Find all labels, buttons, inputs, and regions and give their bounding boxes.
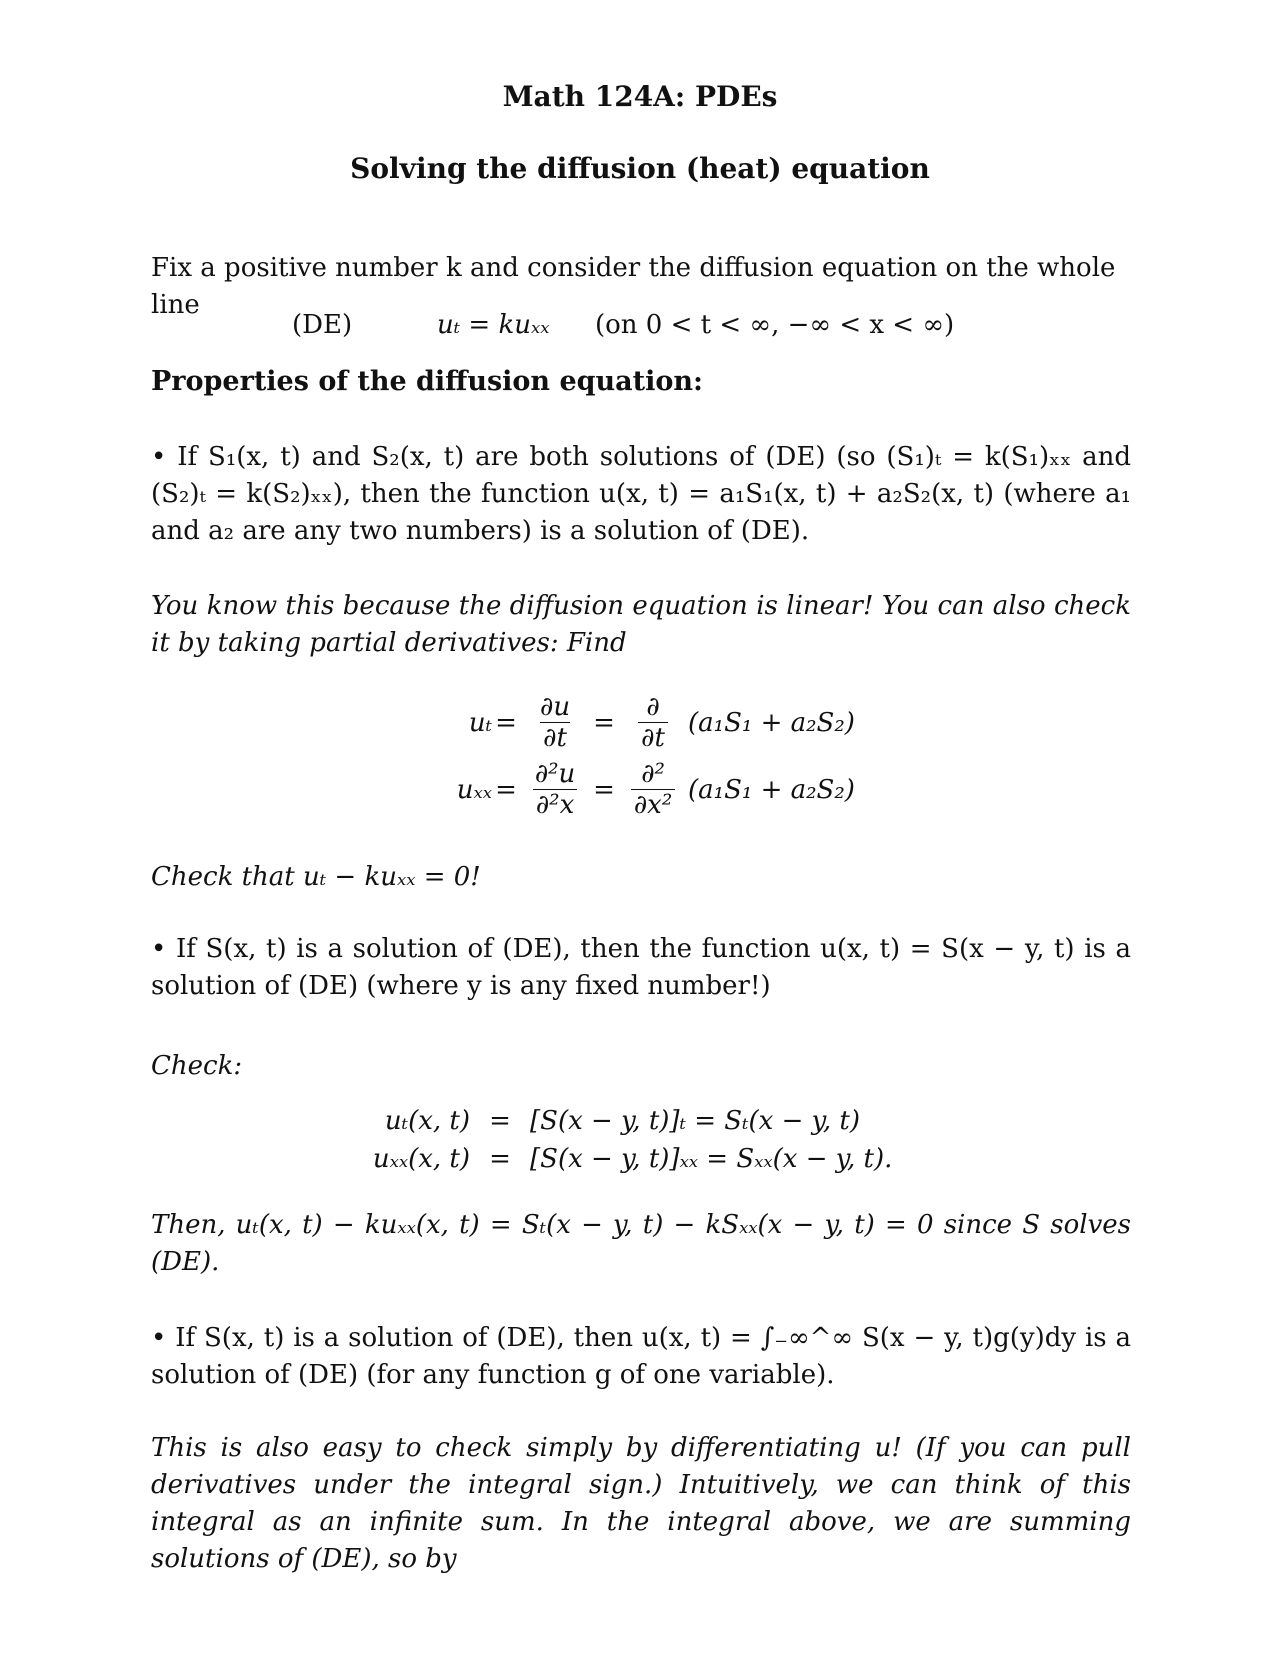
de-equation: uₜ = kuₓₓ (437, 310, 550, 340)
uxx-xt-lhs: uₓₓ(x, t) (372, 1144, 470, 1174)
fraction-denominator: ∂²x (533, 789, 578, 820)
ut-sum: (a₁S₁ + a₂S₂) (688, 707, 855, 738)
eq-sign: = (593, 707, 615, 738)
uxx-lhs: uₓₓ (456, 774, 492, 805)
properties-heading: Properties of the diffusion equation: (151, 366, 703, 397)
ut-xt-lhs: uₜ(x, t) (384, 1106, 470, 1136)
d2u-dx2-fraction (523, 759, 587, 820)
d-dt-operator (621, 692, 685, 753)
intro-paragraph: Fix a positive number k and consider the diffusion equation on the whole line (151, 253, 1116, 320)
fraction-denominator: ∂t (638, 722, 668, 753)
eq-sign: = (495, 774, 517, 805)
d2-dx2-operator (621, 759, 685, 820)
du-dt-fraction (523, 692, 587, 753)
note-linearity: You know this because the diffusion equation is linear! You can also check it by taking partial derivatives: Find (151, 591, 1131, 658)
check-linearity: Check that uₜ − kuₓₓ = 0! (151, 862, 481, 892)
shift-display (340, 1106, 892, 1174)
bullet-linearity: • If S₁(x, t) and S₂(x, t) are both solutions of (DE) (so (S₁)ₜ = k(S₁)ₓₓ and (S₂)ₜ = k(S₂)ₓₓ), then the function u(x, t) = a₁S₁(x, t) + a₂S₂(x, t) (where a₁ and a₂ are any two numbers) is a solution of (DE). (151, 442, 1131, 546)
eq-sign: = (489, 1106, 511, 1136)
fraction-numerator: ∂²u (534, 759, 576, 789)
uxx-sum: (a₁S₁ + a₂S₂) (688, 774, 855, 805)
bullet-translation: • If S(x, t) is a solution of (DE), then the function u(x, t) = S(x − y, t) is a solution of (DE) (where y is any fixed number!) (151, 934, 1131, 1001)
fraction-numerator: ∂u (539, 692, 571, 722)
eq-sign: = (489, 1144, 511, 1174)
uxx-xt-rhs: [S(x − y, t)]ₓₓ = Sₓₓ(x − y, t). (530, 1144, 893, 1174)
fraction-numerator: ∂² (641, 759, 665, 789)
ut-xt-rhs: [S(x − y, t)]ₜ = Sₜ(x − y, t) (530, 1106, 861, 1136)
derivative-display (430, 692, 855, 820)
eq-sign: = (495, 707, 517, 738)
de-label: (DE) (292, 310, 353, 340)
fraction-denominator: ∂x² (631, 789, 676, 820)
de-domain: (on 0 < t < ∞, −∞ < x < ∞) (595, 310, 955, 340)
bullet-convolution: • If S(x, t) is a solution of (DE), then u(x, t) = ∫₋∞^∞ S(x − y, t)g(y)dy is a solution of (DE) (for any function g of one variable). (151, 1323, 1131, 1390)
page-title: Math 124A: PDEs (502, 80, 778, 113)
note-convolution: This is also easy to check simply by differentiating u! (If you can pull derivatives under the integral sign.) Intuitively, we can think of this integral as an infinite sum. In the integral above, we are summing solutions of (DE), so by (151, 1433, 1131, 1574)
fraction-denominator: ∂t (540, 722, 570, 753)
ut-lhs: uₜ (468, 707, 492, 738)
page-subtitle: Solving the diffusion (heat) equation (350, 152, 930, 185)
check-label: Check: (151, 1051, 243, 1081)
then-line: Then, uₜ(x, t) − kuₓₓ(x, t) = Sₜ(x − y, t) − kSₓₓ(x − y, t) = 0 since S solves (DE). (151, 1210, 1131, 1277)
eq-sign: = (593, 774, 615, 805)
fraction-numerator: ∂ (646, 692, 660, 722)
